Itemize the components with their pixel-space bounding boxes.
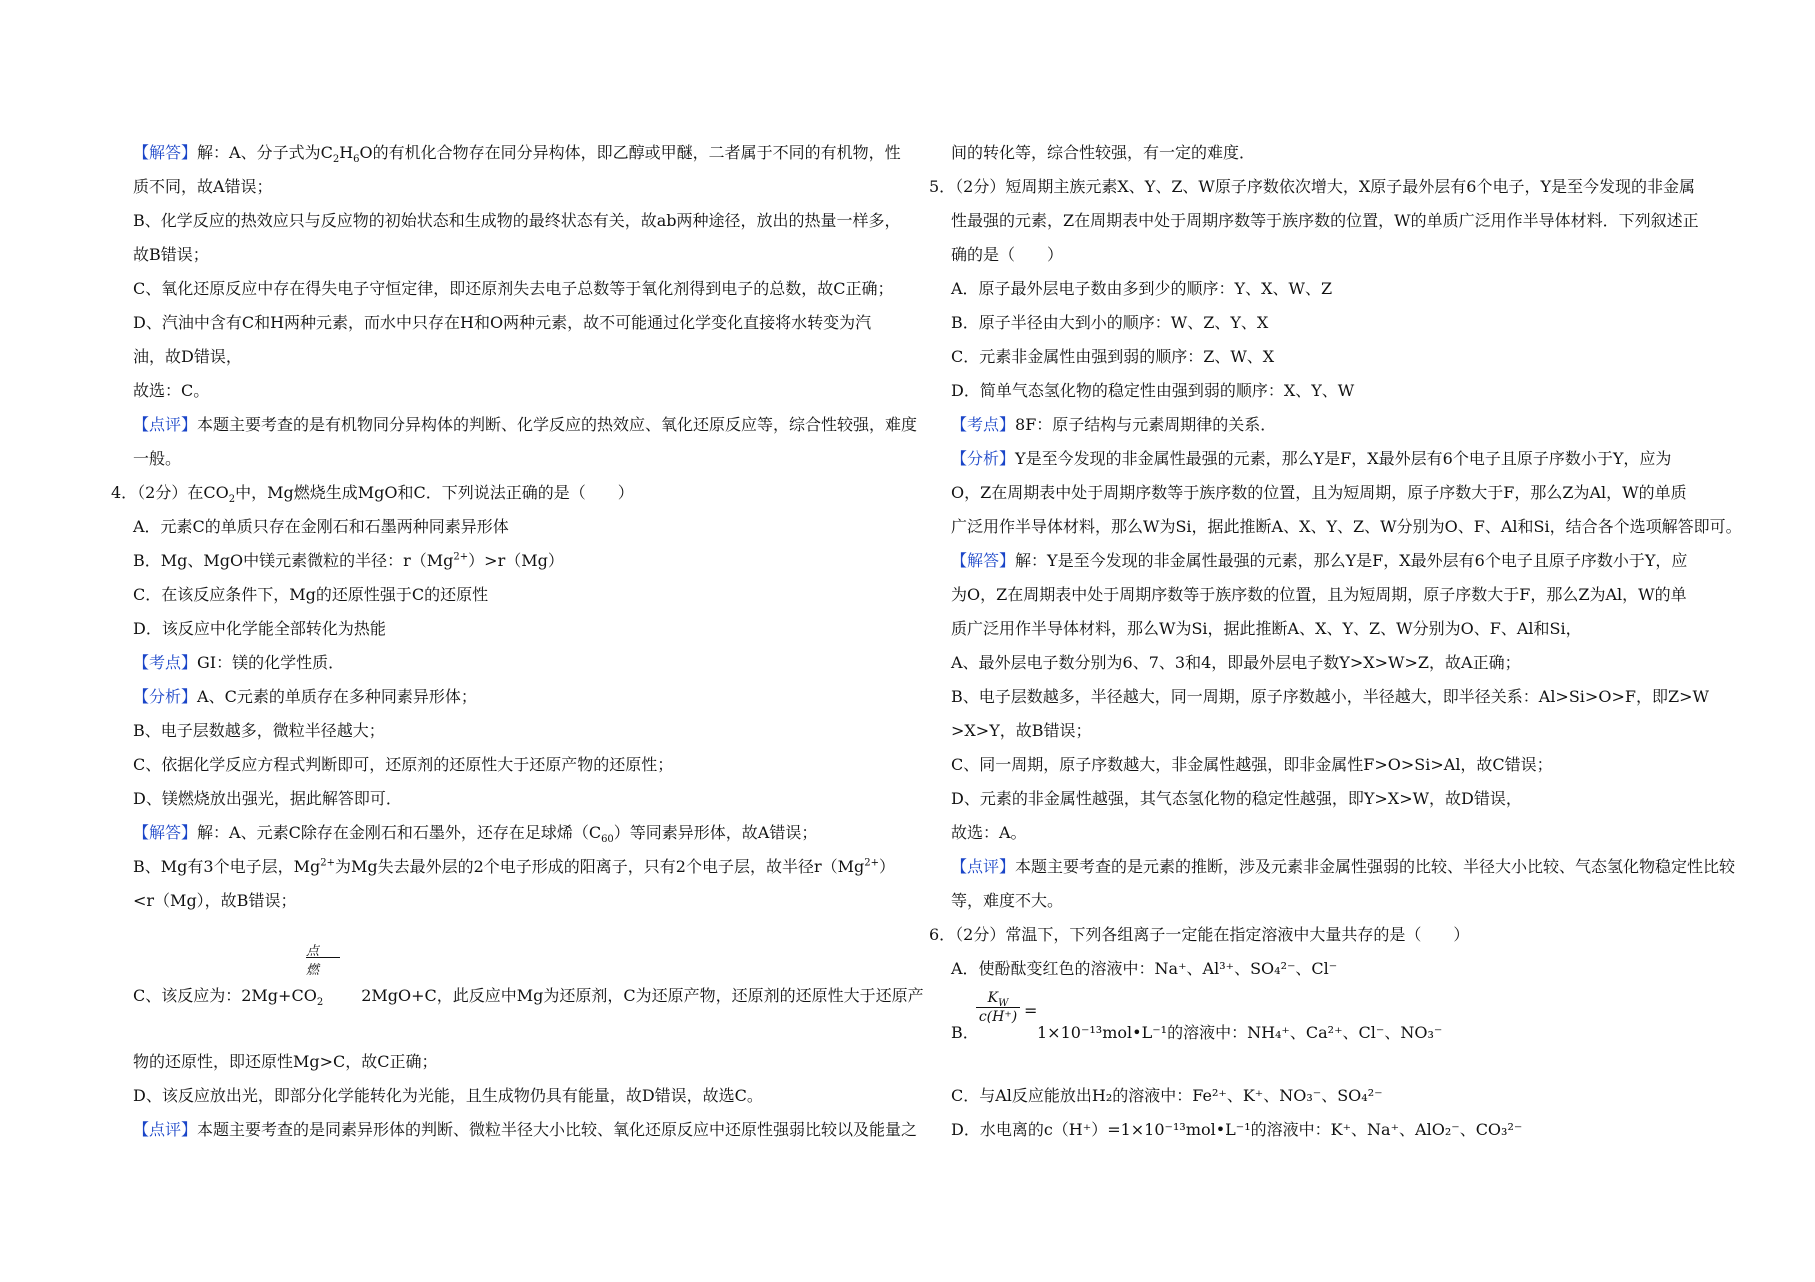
option-b-label: B．	[951, 1023, 979, 1042]
answer-line: 【解答】解：A、元素C除存在金刚石和石墨外，还存在足球烯$(C_{60})$等同素异形体，故A错误；	[133, 823, 818, 846]
comment-line: 【点评】本题主要考查的是元素的推断，涉及元素非金属性强弱的比较、半径大小比较、气态氢化物稳定性比较	[951, 857, 1736, 876]
text-line: 一般。	[133, 449, 182, 468]
option-a: A．使酚酞变红色的溶液中：Na⁺、Al³⁺、SO₄²⁻、Cl⁻	[951, 959, 1338, 978]
text-line: C、依据化学反应方程式判断即可，还原剂的还原性大于还原产物的还原性；	[133, 755, 674, 774]
option-b: 1×10⁻¹³mol•L⁻¹的溶液中：NH₄⁺、Ca²⁺、Cl⁻、NO₃⁻	[1037, 1023, 1443, 1042]
comment-tag: 【点评】	[133, 415, 198, 434]
answer-tag: 【解答】	[133, 143, 198, 162]
text-line: 间的转化等，综合性较强，有一定的难度．	[951, 143, 1256, 162]
text-line: 故选：C。	[133, 381, 210, 400]
text-line: >X>Y，故B错误；	[951, 721, 1092, 740]
answer-line: 【解答】解：Y是至今发现的非金属性最强的元素，那么Y是F，X最外层有6个电子且原子序数小于Y，应	[951, 551, 1688, 570]
question-6: 6．（2分）常温下，下列各组离子一定能在指定溶液中大量共存的是（ ）	[929, 925, 1470, 944]
option-d: D．该反应中化学能全部转化为热能	[133, 619, 386, 638]
text-line: O，Z在周期表中处于周期序数等于族序数的位置，且为短周期，原子序数大于F，那么Z为Al，W的单质	[951, 483, 1687, 502]
fraction-denominator: c(H⁺)	[978, 1009, 1018, 1025]
text-line: D、汽油中含有C和H两种元素，而水中只存在H和O两种元素，故不可能通过化学变化直接将水转变为汽	[133, 313, 872, 332]
option-a: A．原子最外层电子数由多到少的顺序：Y、X、W、Z	[951, 279, 1333, 298]
text-line: C、同一周期，原子序数越大，非金属性越强，即非金属性F>O>Si>Al，故C错误；	[951, 755, 1553, 774]
text-line: A、最外层电子数分别为6、7、3和4，即最外层电子数Y>X>W>Z，故A正确；	[951, 653, 1521, 672]
reaction-condition: 点燃	[306, 940, 319, 978]
text-line: 油，故D错误，	[133, 347, 242, 366]
option-d: D．水电离的c（H⁺）=1×10⁻¹³mol•L⁻¹的溶液中：K⁺、Na⁺、AlO₂⁻、CO₃²⁻	[951, 1120, 1523, 1139]
comment-line: 【点评】本题主要考查的是有机物同分异构体的判断、化学反应的热效应、氧化还原反应等，综合性较强，难度	[133, 415, 918, 434]
comment-tag: 【点评】	[133, 1120, 198, 1139]
option-c: C．元素非金属性由强到弱的顺序：Z、W、X	[951, 347, 1275, 366]
text-line: B、化学反应的热效应只与反应物的初始状态和生成物的最终状态有关，故ab两种途径，放出的热量一样多，	[133, 211, 901, 230]
topic-line: 【考点】8F：原子结构与元素周期律的关系．	[951, 415, 1277, 434]
analysis-line: 【分析】A、C元素的单质存在多种同素异形体；	[133, 687, 477, 706]
text-line: D、该反应放出光，即部分化学能转化为光能，且生成物仍具有能量，故D错误，故选C。	[133, 1086, 763, 1105]
text-line: B、电子层数越多，微粒半径越大；	[133, 721, 385, 740]
analysis-tag: 【分析】	[951, 449, 1016, 468]
text-line: 物的还原性，即还原性Mg>C，故C正确；	[133, 1052, 438, 1071]
text-line: D、镁燃烧放出强光，据此解答即可．	[133, 789, 402, 808]
fraction-kw-over-ch	[976, 990, 1020, 1025]
fraction-numerator: $K_W$	[987, 990, 1009, 1009]
text-line: 确的是（ ）	[951, 245, 1064, 264]
option-c: C．与Al反应能放出H₂的溶液中：Fe²⁺、K⁺、NO₃⁻、SO₄²⁻	[951, 1086, 1383, 1105]
topic-line: 【考点】GI：镁的化学性质．	[133, 653, 345, 672]
text-line: 故选：A。	[951, 823, 1027, 842]
option-d: D．简单气态氢化物的稳定性由强到弱的顺序：X、Y、W	[951, 381, 1355, 400]
answer-line: 【解答】解：A、分子式为$C_2H_6O$的有机化合物存在同分异构体，即乙醇或甲醚，二者属于不同的有机物，性	[133, 143, 901, 166]
equation-line: C、该反应为：$2Mg+CO_2$ 2MgO+C，此反应中Mg为还原剂，C为还原产物，还原剂的还原性大于还原产	[133, 986, 924, 1009]
question-5: 5．（2分）短周期主族元素X、Y、Z、W原子序数依次增大，X原子最外层有6个电子，Y是至今发现的非金属	[929, 177, 1696, 196]
text-line: 质不同，故A错误；	[133, 177, 273, 196]
option-b: B．原子半径由大到小的顺序：W、Z、Y、X	[951, 313, 1269, 332]
text-line: B、电子层数越多，半径越大，同一周期，原子序数越小，半径越大，即半径关系：Al>Si>O>F，即Z>W	[951, 687, 1709, 706]
equals-sign: =	[1024, 1001, 1038, 1020]
question-4: 4．（2分）在$CO_2$中，Mg燃烧生成MgO和C．下列说法正确的是（ ）	[111, 483, 634, 506]
option-a: A．元素C的单质只存在金刚石和石墨两种同素异形体	[133, 517, 509, 536]
text-line: 性最强的元素，Z在周期表中处于周期序数等于族序数的位置，W的单质广泛用作半导体材料．下列叙述正	[951, 211, 1699, 230]
text-line: 为O，Z在周期表中处于周期序数等于族序数的位置，且为短周期，原子序数大于F，那么Z为Al，W的单	[951, 585, 1687, 604]
option-c: C．在该反应条件下，Mg的还原性强于C的还原性	[133, 585, 489, 604]
topic-tag: 【考点】	[951, 415, 1016, 434]
text-line: 故B错误；	[133, 245, 209, 264]
text-line: B、Mg有3个电子层，$Mg^{2+}$为Mg失去最外层的2个电子形成的阳离子，只有2个电子层，故半径$r(Mg^{2+})$	[133, 857, 895, 876]
comment-line: 【点评】本题主要考查的是同素异形体的判断、微粒半径大小比较、氧化还原反应中还原性强弱比较以及能量之	[133, 1120, 918, 1139]
answer-tag: 【解答】	[133, 823, 198, 842]
option-b: B．Mg、MgO中镁元素微粒的半径：$r(Mg^{2+})>r(Mg)$	[133, 551, 564, 570]
text-line: 质广泛用作半导体材料，那么W为Si，据此推断A、X、Y、Z、W分别为O、F、Al和Si，	[951, 619, 1582, 638]
reaction-arrow	[306, 957, 340, 958]
text-line: D、元素的非金属性越强，其气态氢化物的稳定性越强，即Y>X>W，故D错误，	[951, 789, 1522, 808]
topic-tag: 【考点】	[133, 653, 198, 672]
text-line: 广泛用作半导体材料，那么W为Si，据此推断A、X、Y、Z、W分别为O、F、Al和Si，结合各个选项解答即可。	[951, 517, 1742, 536]
text-line: <r（Mg），故B错误；	[133, 891, 297, 910]
text-line: 等，难度不大。	[951, 891, 1064, 910]
analysis-tag: 【分析】	[133, 687, 198, 706]
analysis-line: 【分析】Y是至今发现的非金属性最强的元素，那么Y是F，X最外层有6个电子且原子序数小于Y，应为	[951, 449, 1672, 468]
answer-tag: 【解答】	[951, 551, 1016, 570]
comment-tag: 【点评】	[951, 857, 1016, 876]
text-line: C、氧化还原反应中存在得失电子守恒定律，即还原剂失去电子总数等于氧化剂得到电子的总数，故C正确；	[133, 279, 894, 298]
